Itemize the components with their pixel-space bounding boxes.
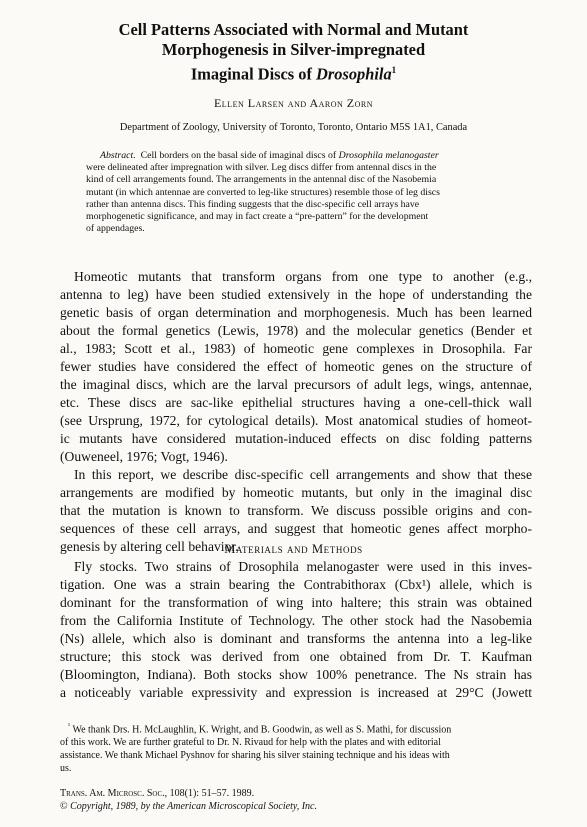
- body-line: sequences of these cell arrays, and suggest that homeotic genes affect morpho-: [60, 521, 532, 536]
- journal-citation: [60, 787, 254, 800]
- methods-text: [60, 558, 532, 702]
- body-line: ic mutants have considered mutation-induced effects on disc folding patterns: [60, 431, 532, 446]
- journal-name: Trans. Am. Microsc. Soc.: [60, 788, 165, 799]
- abstract-line: mutant (in which antennae are converted to leg-like structures) resemble those of leg discs: [86, 186, 440, 198]
- title-line-3-prefix: Imaginal Discs of: [190, 64, 317, 84]
- body-line: al., 1983; Scott et al., 1983) of homeotic gene complexes in Drosophila. Far: [60, 341, 532, 356]
- article-title: [0, 20, 587, 84]
- copyright-notice: [60, 800, 317, 813]
- body-line: (Ouweneel, 1976; Vogt, 1946).: [60, 449, 228, 464]
- footnote-mark: ¹: [68, 722, 71, 730]
- footnote-first-line: We thank Drs. H. McLaughlin, K. Wright, and B. Goodwin, as well as S. Mathi, for discussion: [72, 724, 452, 736]
- body-line: dominant for the transformation of wing into haltere; this strain was obtained: [60, 595, 532, 610]
- body-line: (see Ursprung, 1972, for cytological details). Most anatomical studies of homeot-: [60, 413, 532, 428]
- body-line: Homeotic mutants that transform organs from one type to another (e.g.,: [74, 269, 532, 284]
- acknowledgment-footnote: [60, 720, 532, 775]
- abstract: [86, 150, 506, 235]
- abstract-line-1: [86, 150, 506, 162]
- body-line: genetic basis of organ determination and morphogenesis. Much has been learned: [60, 305, 532, 320]
- body-line: In this report, we describe disc-specific cell arrangements and show that these: [74, 467, 532, 482]
- abstract-line: of appendages.: [86, 223, 145, 235]
- author-affiliation: Department of Zoology, University of Toronto, Toronto, Ontario M5S 1A1, Canada: [119, 122, 468, 133]
- body-line: (Bloomington, Indiana). Both stocks show 100% penetrance. The Ns strain has: [60, 667, 532, 682]
- body-line: arrangements are modified by homeotic mutants, but only in the imaginal disc: [60, 485, 532, 500]
- body-line: genesis by altering cell behavior.: [60, 539, 239, 554]
- body-line: a noticeably variable expressivity and expression is increased at 29°C (Jowett: [60, 685, 532, 700]
- body-line: Fly stocks. Two strains of Drosophila melanogaster were used in this inves-: [74, 559, 532, 574]
- abstract-label: Abstract.: [100, 150, 136, 161]
- title-genus: Drosophila: [316, 64, 392, 84]
- author-names: Ellen Larsen and Aaron Zorn: [213, 96, 374, 110]
- body-line: (Ns) allele, which also is dominant and transforms the antenna into a leg-like: [60, 631, 532, 646]
- section-heading-methods: Materials and Methods: [224, 542, 363, 556]
- title-line-2: Morphogenesis in Silver-impregnated: [161, 40, 426, 59]
- footnote-line: of this work. We are further grateful to Dr. N. Rivaud for help with the plates and with editorial: [60, 737, 441, 749]
- footnote-line: assistance. We thank Michael Pyshnov for sharing his silver staining technique and his ideas with: [60, 750, 450, 762]
- body-line: tigation. One was a strain bearing the Contrabithorax (Cbx¹) allele, which is: [60, 577, 532, 592]
- footnote-line: [60, 720, 532, 736]
- copyright-text: Copyright, 1989, by the American Microscopical Society, Inc.: [70, 801, 317, 812]
- title-line-3: [0, 60, 587, 84]
- journal-volume: , 108(1): 51–57. 1989.: [164, 788, 255, 799]
- abstract-line: were delineated after impregnation with silver. Leg discs differ from antennal discs in the: [86, 162, 437, 174]
- body-line: that the mutation is known to transform. We discuss possible origins and con-: [60, 503, 532, 518]
- title-line-1: Cell Patterns Associated with Normal and Mutant: [118, 20, 469, 39]
- abstract-first-species: Drosophila melanogaster: [338, 150, 439, 161]
- footnote-line: us.: [60, 763, 72, 775]
- body-line: antenna to leg) have been studied extensively in the hope of understanding the: [60, 287, 532, 302]
- copyright-symbol: ©: [60, 801, 68, 812]
- abstract-first-text: Cell borders on the basal side of imaginal discs of: [140, 150, 339, 161]
- abstract-line: morphogenetic significance, and may in fact create a “pre-pattern” for the development: [86, 211, 429, 223]
- body-line: about the formal genetics (Lewis, 1978) and the molecular genetics (Bender et: [60, 323, 532, 338]
- body-line: from the California Institute of Technology. The other stock had the Nasobemia: [60, 613, 532, 628]
- title-footnote-mark: 1: [391, 65, 397, 75]
- body-line: etc. These discs are sac-like epithelial structures having a one-cell-thick wall: [60, 395, 532, 410]
- body-line: the imaginal discs, which are the larval precursors of adult legs, wings, antennae,: [60, 377, 532, 392]
- abstract-line: rather than antenna discs. This finding suggests that the disc-specific cell arrays have: [86, 198, 420, 210]
- body-line: fewer studies have considered the effect of homeotic genes on the structure of: [60, 359, 532, 374]
- introduction-text: [60, 268, 532, 556]
- body-line: structure; this stock was derived from one obtained from Dr. T. Kaufman: [60, 649, 532, 664]
- abstract-line: kind of cell arrangements found. The arrangements in the antennal disc of the Nasobemia: [86, 174, 437, 186]
